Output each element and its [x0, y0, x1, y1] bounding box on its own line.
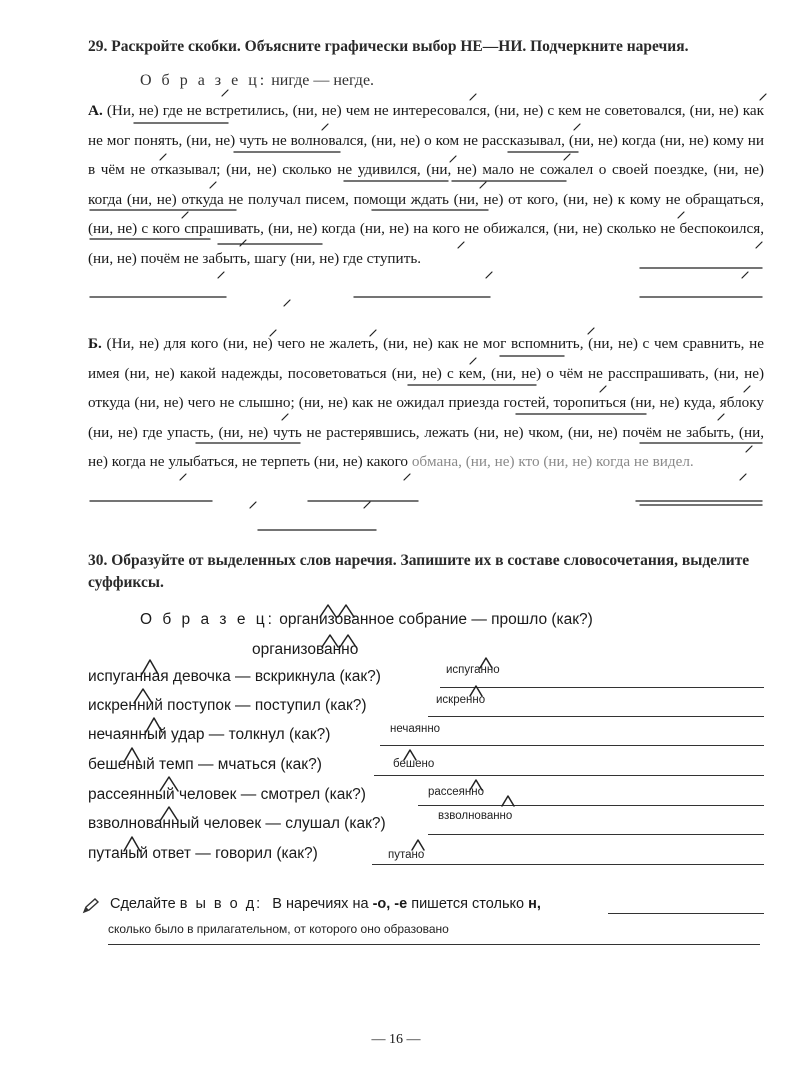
page-number: — 16 — [371, 1032, 421, 1047]
conclusion-handwritten-answer: сколько было в прилагательном, от которого оно образовано [108, 922, 449, 936]
conclusion-text-mid: пишется столько [411, 896, 525, 912]
conclusion-suffix: -о, -е [372, 896, 408, 912]
task29-sample [140, 72, 374, 90]
task29-number: 29. [88, 38, 108, 55]
answer-line[interactable] [440, 687, 764, 688]
para-a-text: (Ни, не) где не встретились, (ни, не) чем не интересовался, (ни, не) с кем не советовался, (ни, не) как не мог понять, (ни, не) чуть не волновался, (ни, не) о ком не рассказывал, (ни, не) когда (ни, не) кому ни в чём не отказывал; (ни, не) сколько не удивился, (ни, не) мало не сожалел о своей поездке, (ни, не) когда (ни, не) откуда не получал писем, помощи ждать (ни, не) от кого, (ни, не) к кому не обращаться, (ни, не) с кого спрашивать, (ни, не) когда (ни, не) на кого не обижался, (ни, не) сколько не беспокоился, (ни, не) почём не забыть, шагу (ни, не) где ступить. [88, 102, 765, 267]
row-phrase: искренний поступок — поступил (как?) [88, 697, 367, 714]
handwritten-answer: бешено [393, 758, 435, 770]
answer-line[interactable] [374, 775, 764, 776]
handwritten-answer: нечаянно [390, 723, 441, 735]
para-a-label: А. [88, 102, 103, 119]
conclusion-line [88, 896, 764, 912]
handwritten-answer: путано [388, 849, 425, 861]
para-b-text: (Ни, не) для кого (ни, не) чего не жалеть, (ни, не) как не мог вспомнить, (ни, не) с чем сравнить, не имея (ни, не) какой надежды, посоветоваться (ни, не) с кем, (ни, не) о чём не расспрашивать, (ни, не) откуда (ни, не) чего не слышно; (ни, не) как не ожидал приезда гостей, торопиться (ни, не) куда, яблоку (ни, не) где упасть, (ни, не) чуть не растерявшись, лежать (ни, не) чком, (ни, не) почём не забыть, (ни, не) когда не улыбаться, не терпеть (ни, не) какого [88, 335, 764, 470]
exercise-row [88, 845, 764, 867]
stress-mark [284, 300, 290, 306]
task29-sample-text: нигде — негде. [271, 72, 375, 89]
task30-sample-label: О б р а з е ц: [140, 611, 275, 628]
exercise-row [88, 668, 764, 690]
conclusion-vyvod: в ы в о д: [179, 896, 263, 912]
exercise-row [88, 786, 764, 808]
row-phrase: взволнованный человек — слушал (как?) [88, 815, 386, 832]
task30-sample [140, 611, 593, 629]
answer-line[interactable] [372, 864, 764, 865]
row-phrase: бешеный темп — мчаться (как?) [88, 756, 322, 773]
task30-sample-answer: организованно [252, 641, 359, 658]
conclusion-letter: н, [528, 896, 541, 912]
answer-line[interactable] [380, 745, 764, 746]
conclusion-answer-line-2[interactable] [108, 944, 760, 945]
row-phrase: путаный ответ — говорил (как?) [88, 845, 318, 862]
task29-instruction: Раскройте скобки. Объясните графически выбор НЕ—НИ. Подчеркните наречия. [111, 38, 689, 55]
answer-line[interactable] [418, 805, 764, 806]
para-b-tail: обмана, (ни, не) кто (ни, не) когда не видел. [411, 453, 694, 470]
para-b-label: Б. [88, 335, 102, 352]
stress-mark [250, 502, 256, 508]
pencil-icon [82, 898, 100, 914]
stress-mark [364, 502, 370, 508]
row-phrase: рассеянный человек — смотрел (как?) [88, 786, 366, 803]
task30-header [88, 550, 764, 594]
handwritten-answer: искренно [436, 694, 486, 706]
answer-line[interactable] [428, 834, 764, 835]
exercise-row [88, 697, 764, 719]
task29-header [88, 36, 764, 58]
answer-line[interactable] [428, 716, 764, 717]
task30-sample-text: организованное собрание — прошло (как?) [279, 611, 593, 628]
task30-number: 30. [88, 552, 108, 569]
handwritten-answer: рассеянно [428, 786, 485, 798]
handwritten-answer: взволнованно [438, 810, 513, 822]
task29-paragraph-a [88, 96, 764, 273]
conclusion-answer-line-1[interactable] [608, 913, 764, 914]
exercise-row [88, 815, 764, 837]
task29-sample-label: О б р а з е ц: [140, 72, 268, 89]
task29-paragraph-b [88, 329, 764, 477]
row-phrase: нечаянный удар — толкнул (как?) [88, 726, 331, 743]
conclusion-lead: Сделайте [110, 896, 176, 912]
row-phrase: испуганная девочка — вскрикнула (как?) [88, 668, 381, 685]
conclusion-text-before: В наречиях на [272, 896, 369, 912]
handwritten-answer: испуганно [446, 664, 500, 676]
task30-instruction: Образуйте от выделенных слов наречия. Запишите их в составе словосочетания, выделите суффиксы. [88, 552, 750, 591]
